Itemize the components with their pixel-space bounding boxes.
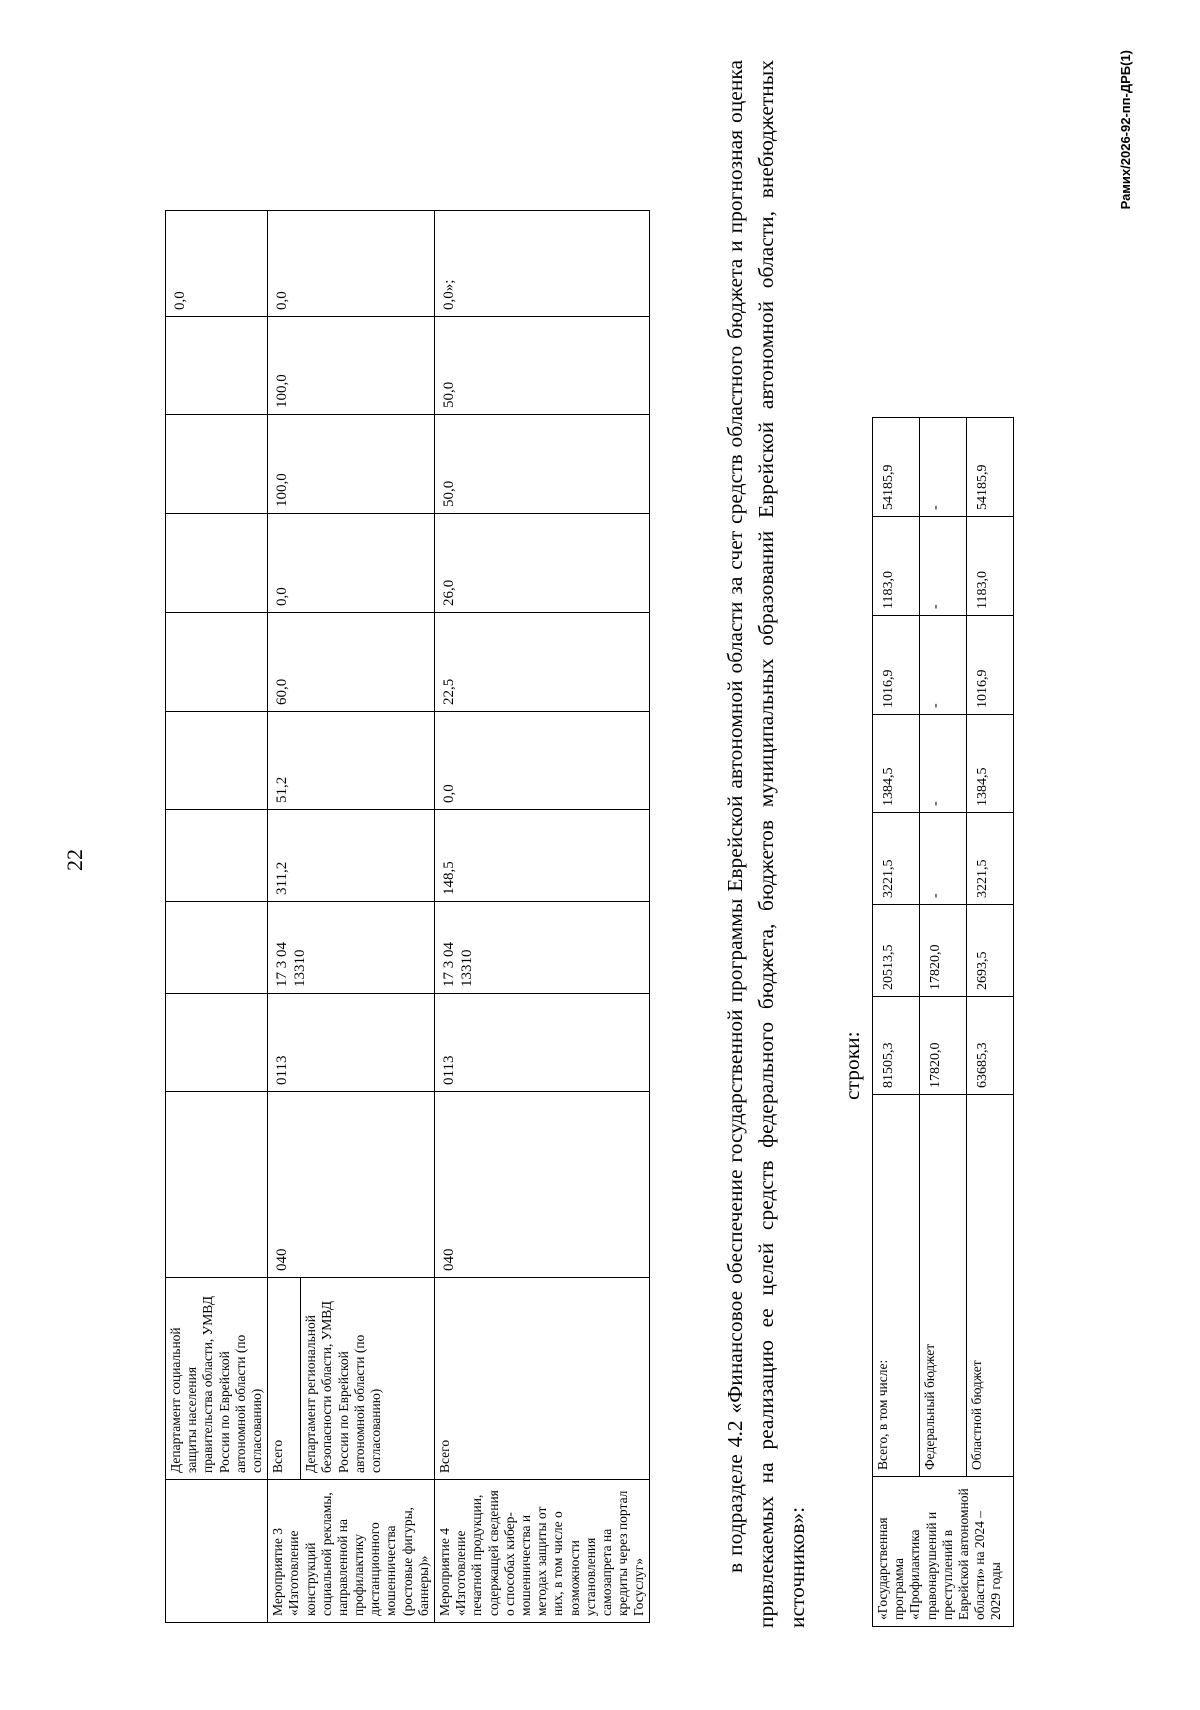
table-cell: 26,0 bbox=[435, 514, 650, 613]
rows-label: строки: bbox=[840, 1031, 864, 1100]
table-cell: 81505,3 bbox=[873, 997, 920, 1095]
table-cell: Департамент региональной безопасности области, УМВД России по Еврейской автономной области (по согласованию) bbox=[301, 1278, 435, 1480]
table-cell: Областной бюджет bbox=[967, 1095, 1014, 1477]
table-cell: 040 bbox=[268, 1092, 435, 1278]
table-cell: 20513,5 bbox=[873, 905, 920, 997]
table-cell: - bbox=[920, 715, 967, 813]
table-cell bbox=[166, 613, 268, 712]
table-cell: - bbox=[920, 517, 967, 616]
table-cell: 1016,9 bbox=[967, 616, 1014, 715]
table-cell: - bbox=[920, 418, 967, 517]
table-cell: 17 3 04 13310 bbox=[268, 902, 435, 994]
table-cell: - bbox=[920, 616, 967, 715]
table-cell bbox=[166, 1480, 268, 1623]
table-cell: 100,0 bbox=[268, 317, 435, 415]
table-cell: Мероприятие 3 «Изготовление конструкций социальной рекламы, направленной на профилактику дистанционного мошенничества (ростовые фигуры, баннеры)» bbox=[268, 1480, 435, 1623]
table-row bbox=[920, 212, 967, 1627]
table-cell: 1016,9 bbox=[873, 616, 920, 715]
activities-table bbox=[165, 210, 650, 1623]
page-number: 22 bbox=[62, 849, 87, 871]
table-cell: 0,0 bbox=[166, 211, 268, 317]
table-cell: 1384,5 bbox=[873, 715, 920, 813]
table-cell: 100,0 bbox=[268, 415, 435, 514]
table-cell: 50,0 bbox=[435, 415, 650, 514]
table-row bbox=[268, 211, 301, 1623]
table-cell: 1384,5 bbox=[967, 715, 1014, 813]
table-cell: 63685,3 bbox=[967, 997, 1014, 1095]
table-cell: 3221,5 bbox=[873, 813, 920, 905]
table-cell: 50,0 bbox=[435, 317, 650, 415]
table-cell: 54185,9 bbox=[873, 418, 920, 517]
table-cell: 2693,5 bbox=[967, 905, 1014, 997]
table-cell: 311,2 bbox=[268, 810, 435, 902]
table-cell: Всего bbox=[435, 1278, 650, 1480]
table-cell bbox=[166, 902, 268, 994]
table-cell bbox=[166, 994, 268, 1092]
table-row bbox=[166, 211, 268, 1623]
table-cell: - bbox=[920, 813, 967, 905]
table-cell: 0,0 bbox=[435, 712, 650, 810]
paragraph-text: в подразделе 4.2 «Финансовое обеспечение государственной программы Еврейской автономной области за счет средств областного бюджета и прогнозная оценка привлекаемых на реализацию ее целей средств федерального бюджета, бюджетов муниципальных образований Еврейской автономной области, внебюджетных источников»: bbox=[723, 60, 809, 1628]
table-cell: 3221,5 bbox=[967, 813, 1014, 905]
amendment-paragraph bbox=[720, 60, 813, 1628]
table-cell bbox=[166, 514, 268, 613]
table-cell bbox=[166, 317, 268, 415]
table-row bbox=[435, 211, 650, 1623]
table-cell: 17820,0 bbox=[920, 997, 967, 1095]
table-cell: 040 bbox=[435, 1092, 650, 1278]
table-cell: 148,5 bbox=[435, 810, 650, 902]
table-cell: Всего bbox=[268, 1278, 301, 1480]
table-cell: 22,5 bbox=[435, 613, 650, 712]
table-cell: 0,0»; bbox=[435, 211, 650, 317]
table-cell: Федеральный бюджет bbox=[920, 1095, 967, 1477]
table-cell bbox=[166, 712, 268, 810]
table-cell: 54185,9 bbox=[967, 418, 1014, 517]
table-cell: Мероприятие 4 «Изготовление печатной продукции, содержащей сведения о способах кибер-мошенничества и методах защиты от них, в том числе о возможности установления самозапрета на кредиты через портал Госуслуг» bbox=[435, 1480, 650, 1623]
program-name-cell: «Государственная программа «Профилактика правонарушений и преступлений в Еврейской автономной области» на 2024 – 2029 годы bbox=[873, 1477, 1014, 1627]
table-cell: 0113 bbox=[268, 994, 435, 1092]
table-cell bbox=[166, 415, 268, 514]
table-row bbox=[967, 212, 1014, 1627]
table-cell: 1183,0 bbox=[967, 517, 1014, 616]
table-cell: 0,0 bbox=[268, 514, 435, 613]
table-cell: 60,0 bbox=[268, 613, 435, 712]
table-cell bbox=[166, 1092, 268, 1278]
table-cell: 0113 bbox=[435, 994, 650, 1092]
table-cell: 17 3 04 13310 bbox=[435, 902, 650, 994]
table-cell: 0,0 bbox=[268, 211, 435, 317]
document-code: Рамих/2026-92-пп-ДРБ(1) bbox=[1118, 50, 1133, 210]
table-cell: 51,2 bbox=[268, 712, 435, 810]
table-row bbox=[873, 212, 920, 1627]
table-cell: 1183,0 bbox=[873, 517, 920, 616]
financing-table bbox=[872, 211, 1014, 1627]
table-cell bbox=[166, 810, 268, 902]
table-cell: Всего, в том числе: bbox=[873, 1095, 920, 1477]
table-cell: 17820,0 bbox=[920, 905, 967, 997]
table-cell: Департамент социальной защиты населения правительства области, УМВД России по Еврейской автономной области (по согласованию) bbox=[166, 1278, 268, 1480]
